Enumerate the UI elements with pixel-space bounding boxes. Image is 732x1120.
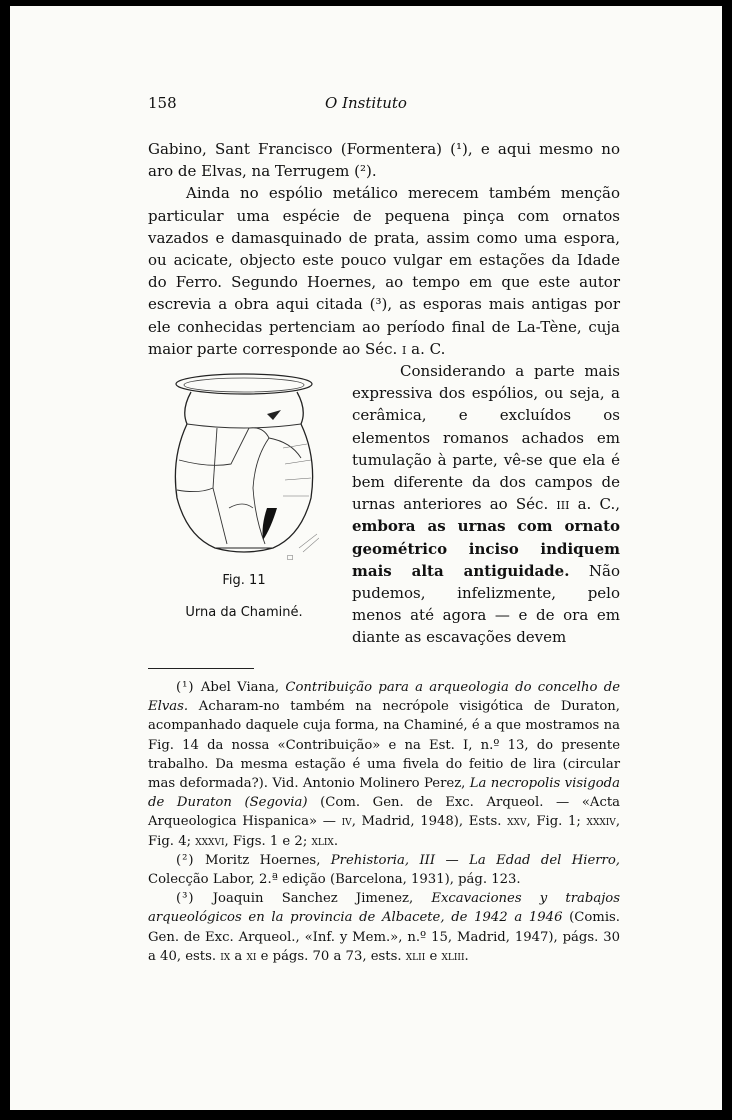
paragraph-3: Considerando a parte mais expressiva dos espólios, ou seja, a cerâmica, e excluídos os elementos romanos achados em tumulação à parte, vê-se que ela é bem diferente da dos campos de urnas anteriores ao Séc. iii a. C., embora as urnas com ornato geométrico inciso indiquem mais alta antiguidade. Não pudemos, infelizmente, pelo menos até agora — e de ora em diante as escavações devem: [352, 362, 620, 647]
footnote-rule: [148, 668, 254, 669]
page-header: [10, 94, 722, 118]
figure-number: Fig. 11: [222, 573, 266, 589]
footnotes: [148, 678, 620, 966]
page-number: 158: [148, 94, 177, 112]
figure-urn: [144, 362, 344, 654]
paragraph-1: Gabino, Sant Francisco (Formentera) (¹), e aqui mesmo no aro de Elvas, na Terrugem (²).: [148, 140, 620, 181]
body-text: [148, 138, 620, 654]
footnote-2: (²) Moritz Hoernes, Prehistoria, III — La Edad del Hierro, Colecção Labor, 2.ª edição (Barcelona, 1931), pág. 123.: [148, 852, 620, 888]
urn-drawing: [169, 368, 319, 564]
svg-text:☐: ☐: [287, 554, 294, 563]
book-page: [10, 6, 722, 1110]
running-title: O Instituto: [325, 94, 407, 112]
footnote-3: (³) Joaquin Sanchez Jimenez, Excavaciones y trabajos arqueológicos en la provincia de Albacete, de 1942 a 1946 (Comis. Gen. de Exc. Arqueol., «Inf. y Mem.», n.º 15, Madrid, 1947), págs. 30 a 40, ests. ix a xi e págs. 70 a 73, ests. xlii e xliii.: [148, 891, 620, 964]
paragraph-2: Ainda no espólio metálico merecem também menção particular uma espécie de pequena pinça com ornatos vazados e damasquinado de prata, assim como uma espora, ou acicate, objecto este pouco vulgar em estações da Idade do Ferro. Segundo Hoernes, ao tempo em que este autor escrevia a obra aqui citada (³), as esporas mais antigas por ele conhecidas pertenciam ao período final de La-Tène, cuja maior parte corresponde ao Séc. i a. C.: [148, 184, 620, 358]
footnote-1: (¹) Abel Viana, Contribuição para a arqueologia do concelho de Elvas. Acharam-no também na necrópole visigótica de Duraton, acompanhado daquele cuja forma, na Chaminé, é a que mostramos na Fig. 14 da nossa «Contribuição» e na Est. I, n.º 13, do presente trabalho. Da mesma estação é uma fivela do feitio de lira (circular mas deformada?). Vid. Antonio Molinero Perez, La necropolis visigoda de Duraton (Segovia) (Com. Gen. de Exc. Arqueol. — «Acta Arqueologica Hispanica» — iv, Madrid, 1948), Ests. xxv, Fig. 1; xxxiv, Fig. 4; xxxvi, Figs. 1 e 2; xlix.: [148, 680, 621, 849]
figure-caption: Urna da Chaminé.: [185, 605, 303, 621]
